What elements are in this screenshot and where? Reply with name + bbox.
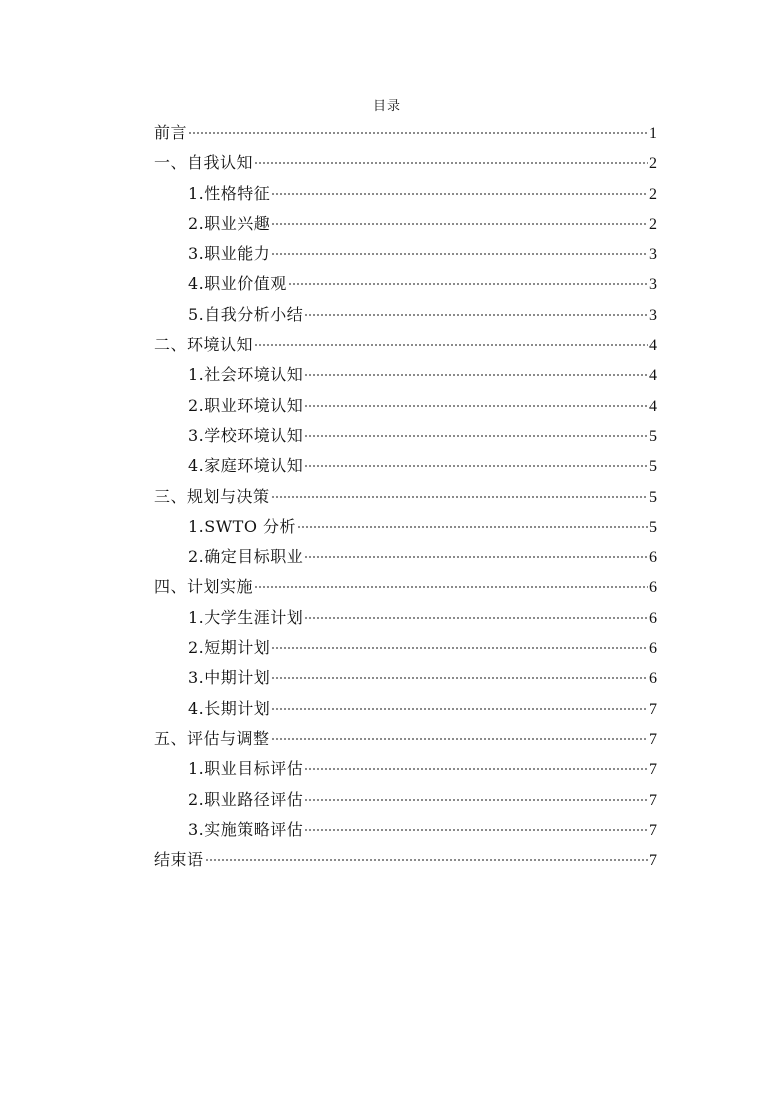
dot-leader [288, 283, 648, 285]
toc-entry-page-number: 7 [649, 821, 657, 839]
toc-entry-page-number: 5 [649, 518, 657, 536]
toc-section-entry[interactable] [154, 391, 657, 421]
toc-section-entry[interactable] [154, 269, 657, 299]
toc-section-entry[interactable] [154, 512, 657, 542]
dot-leader [271, 223, 648, 225]
toc-section-entry[interactable] [154, 421, 657, 451]
toc-entry-label: 5.自我分析小结 [188, 304, 304, 324]
toc-section-entry[interactable] [154, 754, 657, 784]
toc-entry-page-number: 5 [649, 458, 657, 476]
toc-entry-label: 前言 [154, 123, 188, 142]
toc-entry-page-number: 6 [649, 609, 657, 627]
toc-entry-page-number: 5 [649, 488, 657, 506]
toc-entry-label: 3.中期计划 [188, 668, 271, 688]
toc-entry-label: 结束语 [154, 850, 204, 870]
toc-entry-label: 2.确定目标职业 [188, 547, 304, 567]
toc-entry-label: 1.性格特征 [188, 183, 271, 203]
toc-entry-label: 2.短期计划 [188, 638, 271, 658]
toc-section-entry[interactable] [154, 663, 657, 693]
toc-entry-label: 2.职业环境认知 [188, 395, 304, 415]
toc-entry-page-number: 7 [649, 730, 657, 748]
toc-title: 目录 [372, 99, 401, 114]
toc-entry-page-number: 6 [649, 670, 657, 688]
toc-entry-page-number: 7 [649, 700, 657, 718]
toc-entry-label: 4.职业价值观 [188, 274, 287, 294]
toc-entry-page-number: 6 [649, 579, 657, 597]
toc-entry-page-number: 3 [649, 246, 657, 264]
toc-entry-page-number: 3 [649, 306, 657, 324]
toc-entry-label: 4.家庭环境认知 [188, 456, 304, 476]
toc-entry-page-number: 1 [649, 125, 657, 142]
dot-leader [304, 799, 648, 801]
dot-leader [304, 314, 648, 316]
dot-leader [304, 768, 648, 770]
dot-leader [254, 162, 648, 164]
toc-section-entry[interactable] [154, 633, 657, 663]
dot-leader [271, 677, 648, 679]
toc-chapter-entry[interactable] [154, 845, 657, 875]
dot-leader [254, 344, 648, 346]
dot-leader [271, 708, 648, 710]
dot-leader [188, 132, 648, 134]
toc-entry-label: 1.大学生涯计划 [188, 607, 304, 627]
toc-section-entry[interactable] [154, 209, 657, 239]
toc-entry-page-number: 6 [649, 640, 657, 658]
toc-entry-label: 一、自我认知 [154, 153, 254, 173]
toc-entry-page-number: 4 [649, 337, 657, 355]
toc-section-entry[interactable] [154, 451, 657, 481]
toc-entry-label: 1.社会环境认知 [188, 365, 304, 385]
toc-entry-label: 2.职业路径评估 [188, 789, 304, 809]
dot-leader [304, 374, 648, 376]
toc-entry-label: 四、计划实施 [154, 577, 254, 597]
toc-section-entry[interactable] [154, 694, 657, 724]
toc-chapter-entry[interactable] [154, 724, 657, 754]
toc-entry-label: 三、规划与决策 [154, 486, 270, 506]
toc-entry-page-number: 7 [649, 791, 657, 809]
toc-entry-label: 二、环境认知 [154, 335, 254, 355]
toc-entry-page-number: 2 [649, 215, 657, 233]
toc-entry-page-number: 3 [649, 276, 657, 294]
toc-section-entry[interactable] [154, 360, 657, 390]
dot-leader [304, 829, 648, 831]
dot-leader [304, 435, 648, 437]
toc-entry-label: 2.职业兴趣 [188, 213, 271, 233]
toc-entry-label: 1.SWTO 分析 [188, 516, 297, 536]
dot-leader [271, 496, 648, 498]
toc-chapter-entry[interactable] [154, 118, 657, 148]
dot-leader [271, 647, 648, 649]
toc-chapter-entry[interactable] [154, 482, 657, 512]
toc-section-entry[interactable] [154, 785, 657, 815]
toc-section-entry[interactable] [154, 300, 657, 330]
toc-section-entry[interactable] [154, 179, 657, 209]
dot-leader [304, 405, 648, 407]
dot-leader [271, 253, 648, 255]
toc-chapter-entry[interactable] [154, 330, 657, 360]
toc-entry-page-number: 5 [649, 427, 657, 445]
toc-section-entry[interactable] [154, 603, 657, 633]
dot-leader [254, 586, 648, 588]
dot-leader [304, 465, 648, 467]
toc-section-entry[interactable] [154, 239, 657, 269]
toc-entry-label: 五、评估与调整 [154, 728, 270, 748]
toc-entry-page-number: 6 [649, 549, 657, 567]
toc-section-entry[interactable] [154, 815, 657, 845]
dot-leader [271, 193, 648, 195]
toc-entry-page-number: 4 [649, 397, 657, 415]
toc-entry-page-number: 7 [649, 761, 657, 779]
toc-entry-page-number: 2 [649, 185, 657, 203]
toc-entry-label: 4.长期计划 [188, 698, 271, 718]
dot-leader [271, 738, 648, 740]
toc-entry-label: 1.职业目标评估 [188, 759, 304, 779]
dot-leader [205, 859, 648, 861]
toc-entry-label: 3.实施策略评估 [188, 819, 304, 839]
toc-section-entry[interactable] [154, 542, 657, 572]
toc-chapter-entry[interactable] [154, 148, 657, 178]
toc-entry-page-number: 2 [649, 155, 657, 173]
dot-leader [304, 617, 648, 619]
toc-entry-label: 3.学校环境认知 [188, 425, 304, 445]
toc-entry-page-number: 4 [649, 367, 657, 385]
dot-leader [297, 526, 648, 528]
toc-entry-page-number: 7 [649, 852, 657, 870]
toc-entry-label: 3.职业能力 [188, 244, 271, 264]
toc-chapter-entry[interactable] [154, 572, 657, 602]
table-of-contents [154, 118, 657, 875]
dot-leader [304, 556, 648, 558]
